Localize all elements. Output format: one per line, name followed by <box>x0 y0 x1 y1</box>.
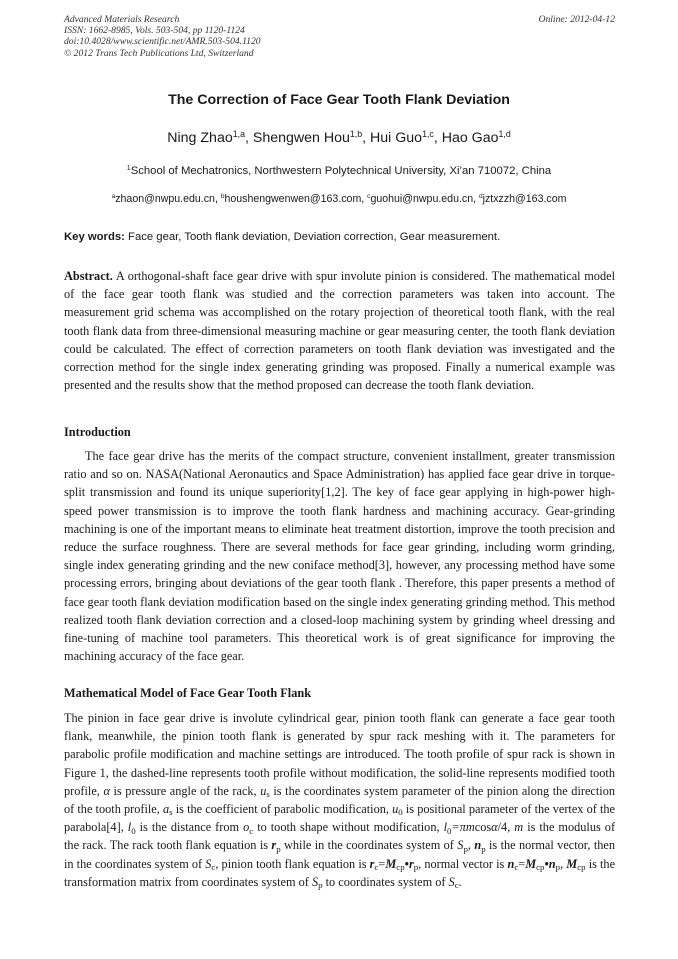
doi-line: doi:10.4028/www.scientific.net/AMR.503-504.1120 <box>64 36 261 48</box>
text-run: is pressure angle of the rack, <box>113 783 257 798</box>
email-sup: b <box>220 193 225 201</box>
symbol: l <box>127 820 132 835</box>
symbol: S <box>205 856 212 871</box>
symbol: n <box>474 838 482 853</box>
journal-header <box>64 14 615 59</box>
author-affil-sup: 1,a <box>232 129 245 140</box>
keywords-label: Key words: <box>64 231 125 243</box>
symbol: α <box>103 783 110 798</box>
subscript: c <box>514 862 519 873</box>
subscript: 0 <box>398 807 403 818</box>
subscript: cp <box>536 862 545 873</box>
email-list: $^a$zhaon@nwpu.edu.cn, $^b$houshengwenwen@163.com, $^c$guohui@nwpu.edu.cn, $^d$jztxzzh@163.com <box>111 193 567 205</box>
subscript: p <box>463 843 468 854</box>
introduction-text: The face gear drive has the merits of the compact structure, convenient installment, greater transmission ratio and so on. NASA(National Aeronautics and Space Administration) has applied face gear drive in torque-split transmission and found its unique superiority[1,2]. The key of face gear applying in high-power high-speed power transmission is to improve the tooth flank hardness and machining accuracy. Gear-grinding machining is one of the important means to eliminate heat treatment distortion, improve the tooth precision and reduce the surface roughness. There are several methods for face gear grinding, including worm grinding, single index generating grinding and the new coniface method[3], however, any processing method have some processing errors, bringing about deviations of the gear tooth flank . Therefore, this paper presents a method of face gear tooth flank deviation modification based on the single index generating grinding method. This method realized tooth flank deviation correction and a closed-loop machining system by grinding wheel dressing and fine-tuning of machine tool parameters. This theoretical work is of great significance for improving the machining accuracy of the face gear. <box>64 449 615 664</box>
author-affil-sup: 1,d <box>498 129 511 140</box>
text-run: to coordinates system of <box>325 874 446 889</box>
text-run: is the distance from <box>139 820 240 835</box>
email-sup: a <box>111 193 116 201</box>
email-address[interactable]: zhaon@nwpu.edu.cn <box>115 193 215 205</box>
symbol: l <box>443 820 447 835</box>
affiliation <box>0 165 678 177</box>
symbol: u <box>260 783 267 798</box>
subscript: cp <box>396 862 405 873</box>
text-run: is the modulus of the rack. The rack tooth flank equation is <box>64 820 616 853</box>
subscript: p <box>413 862 419 873</box>
subscript: cp <box>577 862 586 873</box>
subscript: p <box>276 843 281 854</box>
symbol: S <box>457 838 464 853</box>
symbol: M <box>566 856 578 871</box>
paper-title: The Correction of Face Gear Tooth Flank Deviation <box>168 92 510 108</box>
subscript: p <box>318 880 323 891</box>
symbol: S <box>448 874 455 889</box>
subscript: c <box>249 825 254 836</box>
affiliation-sup: 1 <box>126 165 131 173</box>
author-name: Shengwen Hou <box>252 130 350 146</box>
subscript: 0 <box>446 825 452 836</box>
symbol: n <box>507 856 515 871</box>
symbol: u <box>392 802 399 817</box>
symbol: • <box>544 856 549 871</box>
text-run: cos <box>474 820 492 835</box>
abstract <box>64 267 615 394</box>
keywords <box>64 231 615 243</box>
abstract-label: Abstract. <box>64 269 113 283</box>
text-run: , <box>467 838 471 853</box>
symbol: m <box>514 820 524 835</box>
email-address[interactable]: houshengwenwen@163.com <box>224 193 362 205</box>
math-model-text <box>64 709 615 891</box>
symbol: • <box>404 856 409 871</box>
symbol: M <box>525 856 537 871</box>
math-model-heading: Mathematical Model of Face Gear Tooth Flank <box>64 686 312 700</box>
subscript: p <box>481 843 486 854</box>
text-run: /4, <box>497 820 511 835</box>
symbol: r <box>369 856 375 871</box>
copyright-line: © 2012 Trans Tech Publications Ltd, Switzerland <box>64 47 254 59</box>
symbol: o <box>243 820 250 835</box>
symbol: n <box>548 856 556 871</box>
email-address[interactable]: guohui@nwpu.edu.cn <box>370 193 474 205</box>
subscript: c <box>211 862 216 873</box>
text-run: is the coefficient of parabolic modification, <box>175 802 389 817</box>
text-run: . <box>458 874 462 889</box>
symbol: α <box>491 820 498 835</box>
symbol: =πm <box>451 820 475 835</box>
keywords-text: Face gear, Tooth flank deviation, Deviation correction, Gear measurement. <box>128 231 501 243</box>
subscript: s <box>266 789 270 800</box>
journal-name: Advanced Materials Research <box>64 14 180 25</box>
affiliation-text: School of Mechatronics, Northwestern Polytechnical University, Xi’an 710072, China <box>130 165 552 177</box>
symbol: M <box>385 856 397 871</box>
email-address[interactable]: jztxzzh@163.com <box>482 193 567 205</box>
symbol: r <box>271 838 277 853</box>
text-run: is the transformation matrix from coordinates system of <box>64 856 616 889</box>
text-run: is the normal vector, then in the coordinates system of <box>64 838 616 871</box>
text-run: to tooth shape without modification, <box>257 820 440 835</box>
text-run: , <box>560 856 564 871</box>
issn-line: ISSN: 1662-8985, Vols. 503-504, pp 1120-1124 <box>64 25 245 37</box>
subscript: p <box>555 862 561 873</box>
symbol: r <box>408 856 414 871</box>
author-affil-sup: 1,c <box>422 129 434 140</box>
text-run: The pinion in face gear drive is involute cylindrical gear, pinion tooth flank can generate a face gear tooth flank, meanwhile, the pinion tooth flank is generated by spur rack meshing with it. The parameters for parabolic profile modification and machine settings are introduced. The tooth profile of spur rack is shown in Figure 1, the dashed-line represents tooth profile without modification, the solid-line represents modified tooth profile, <box>64 711 615 798</box>
author-name: Ning Zhao <box>167 130 233 146</box>
subscript: c <box>454 880 459 891</box>
email-sup: c <box>367 193 371 201</box>
online-date: Online: 2012-04-12 <box>538 14 615 25</box>
author-list: Ning Zhao$^{1,a}$, Shengwen Hou$^{1,b}$, Hui Guo$^{1,c}$, Hao Gao$^{1,d}$ <box>167 129 511 146</box>
author-affil-sup: 1,b <box>349 129 363 140</box>
author-name: Hui Guo <box>370 130 423 146</box>
text-run: = <box>518 856 526 871</box>
abstract-text: A orthogonal-shaft face gear drive with spur involute pinion is considered. The mathematical model of the face gear tooth flank was studied and the correction parameters was taken into account. The measurement grid schema was accomplished on the rotary projection of theoretical tooth flank, with the real tooth flank data from three-dimensional measuring machine or gear measuring center, the tooth flank deviation could be calculated. The effect of correction parameters on tooth flank deviation was investigated and the correction method for the single index generating grinding was proposed. Finally a numerical example was presented and the results show that the method proposed can decrease the tooth flank deviation. <box>64 269 615 393</box>
email-sup: d <box>479 193 483 201</box>
subscript: 0 <box>131 825 136 836</box>
text-run: , pinion tooth flank equation is <box>215 856 367 871</box>
text-run: = <box>378 856 386 871</box>
introduction-heading: Introduction <box>64 425 131 439</box>
text-run: while in the coordinates system of <box>284 838 454 853</box>
author-name: Hao Gao <box>441 130 499 146</box>
text-run: is the coordinates system parameter of the pinion along the direction of the tooth profile, <box>64 783 616 817</box>
text-run: , normal vector is <box>418 856 505 871</box>
text-run: is positional parameter of the vertex of the parabola[4], <box>64 802 616 835</box>
symbol: a <box>163 802 170 817</box>
symbol: S <box>311 874 319 889</box>
subscript: c <box>374 862 379 873</box>
subscript: s <box>169 807 173 818</box>
